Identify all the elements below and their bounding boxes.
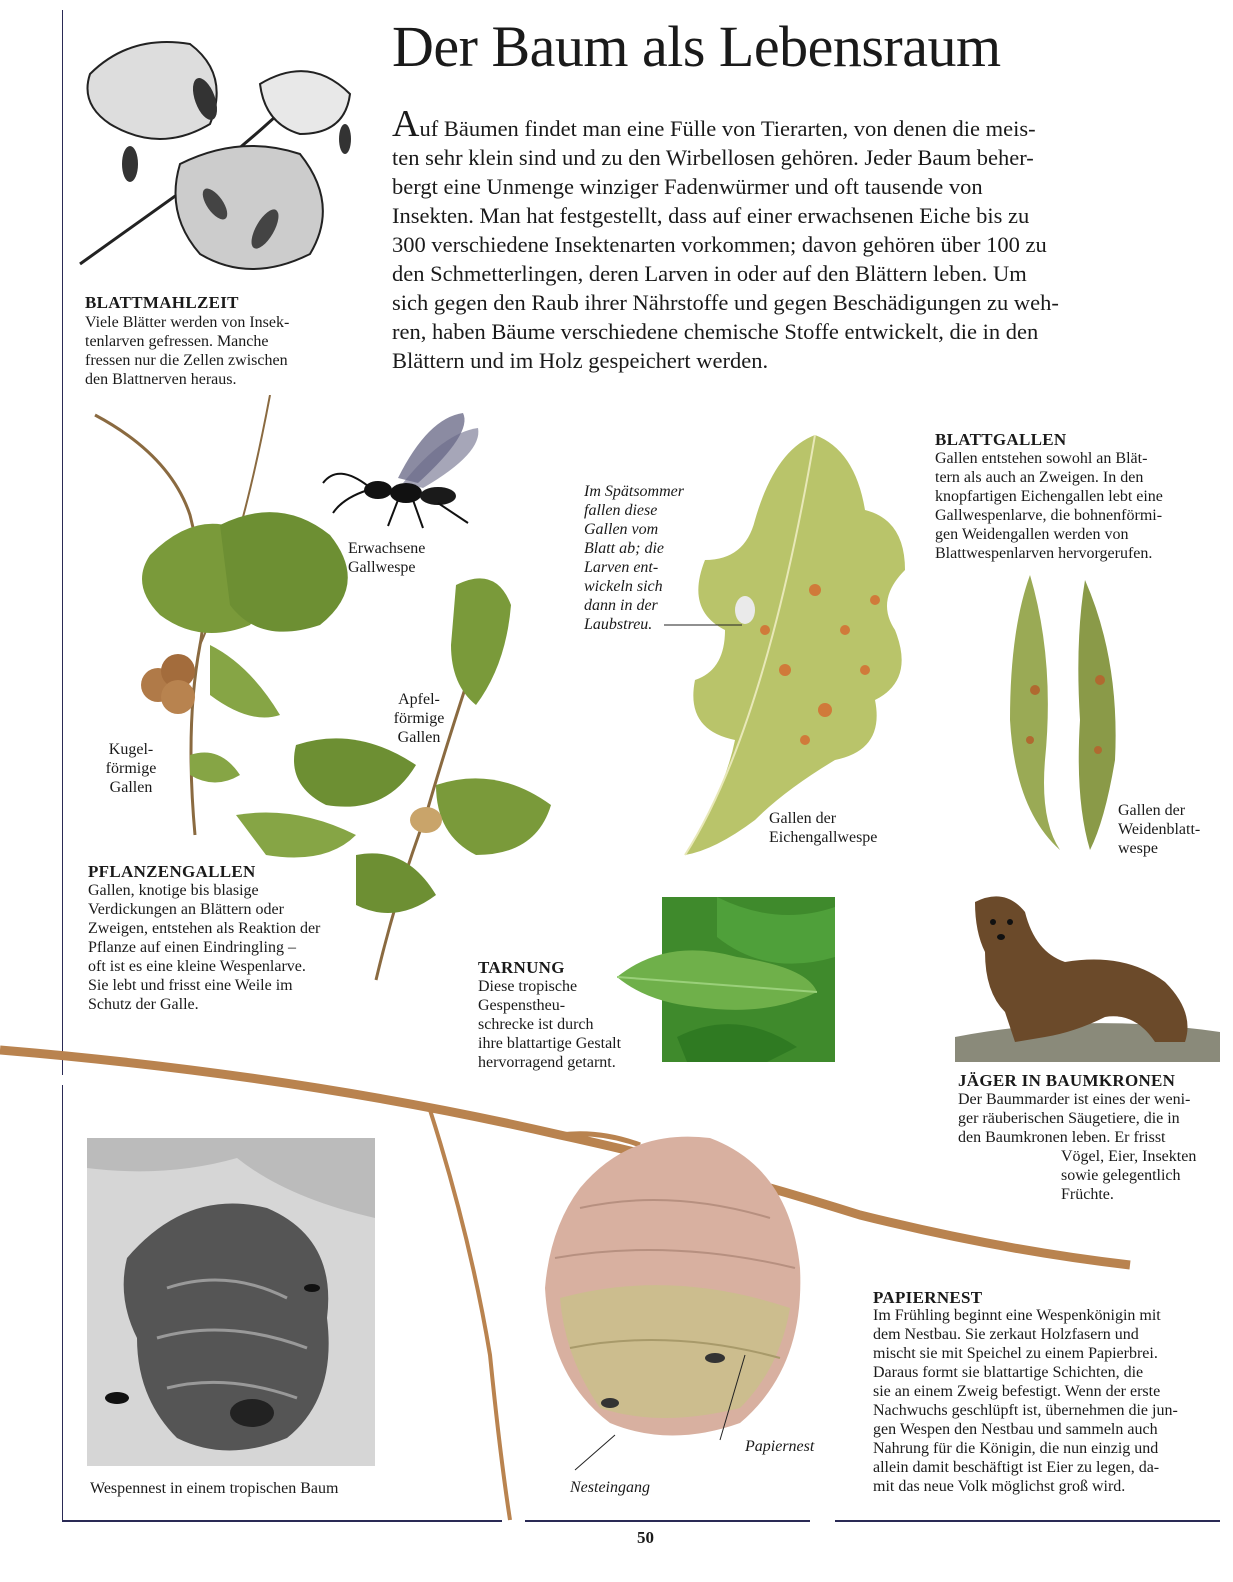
spaetsommer-leader-line xyxy=(664,622,744,628)
intro-dropcap: A xyxy=(392,103,420,145)
weidenblattwespe-label: Gallen der Weidenblatt- wespe xyxy=(1118,802,1201,857)
oak-leaf-spotted xyxy=(665,430,920,860)
blattgallen-title: BLATTGALLEN xyxy=(935,430,1067,449)
tarnung-body: Diese tropische Gespenstheu- schrecke ist durch ihre blattartige Gestalt hervorragend getarnt. xyxy=(478,978,622,1071)
page-title: Der Baum als Lebensraum xyxy=(392,14,1001,79)
wespennest-tropisch-label: Wespennest in einem tropischen Baum xyxy=(90,1480,339,1497)
erwachsene-gallwespe-label: Erwachsene Gallwespe xyxy=(348,540,426,576)
papiernest-photo-label: Papiernest xyxy=(745,1438,815,1455)
willow-leaves xyxy=(1000,570,1130,855)
kugelfoermige-gallen-label: Kugel- förmige Gallen xyxy=(105,741,157,796)
gall-wasp-illustration xyxy=(318,408,498,533)
page-number: 50 xyxy=(637,1528,654,1547)
tarnung-title: TARNUNG xyxy=(478,958,565,977)
left-vertical-rule xyxy=(62,10,63,1075)
jaeger-body-top: Der Baummarder ist eines der weni- ger räuberischen Säugetiere, die in den Baumkronen leben. Er frisst xyxy=(958,1091,1191,1146)
nest-leader-lines xyxy=(570,1350,750,1475)
nesteingang-label: Nesteingang xyxy=(570,1479,650,1496)
jaeger-body-bottom: Vögel, Eier, Insekten sowie gelegentlich Früchte. xyxy=(1061,1148,1197,1203)
jaeger-title: JÄGER IN BAUMKRONEN xyxy=(958,1071,1176,1090)
blattmahlzeit-title: BLATTMAHLZEIT xyxy=(85,293,239,312)
leaf-larvae-engraving xyxy=(70,14,365,279)
papiernest-title: PAPIERNEST xyxy=(873,1288,983,1307)
pflanzengallen-body: Gallen, knotige bis blasige Verdickungen an Blättern oder Zweigen, entstehen als Reaktion der Pflanze auf einen Eindringling – oft ist es eine kleine Wespenlarve. Sie lebt und frisst eine Weile im Schutz der Galle. xyxy=(88,882,321,1013)
apfelfoermige-gallen-label: Apfel- förmige Gallen xyxy=(393,691,445,746)
pflanzengallen-title: PFLANZENGALLEN xyxy=(88,862,256,881)
eichengallwespe-label: Gallen der Eichengallwespe xyxy=(769,810,878,846)
intro-paragraph xyxy=(392,103,1172,375)
intro-text: uf Bäumen findet man eine Fülle von Tierarten, von denen die meis- ten sehr klein sind und zu den Wirbellosen gehören. Jeder Baum beher- bergt eine Unmenge winziger Fadenwürmer und oft tausende von Insekten. Man hat festgestellt, dass auf einer erwachsenen Eiche bis zu 300 verschiedene Insektenarten vorkommen; davon gehören über 100 zu den Schmetterlingen, deren Larven in oder auf den Blättern leben. Um sich gegen den Raub ihrer Nährstoffe und gegen Beschädigungen zu weh- ren, haben Bäume verschiedene chemische Stoffe entwickelt, die in den Blättern und im Holz gespeichert werden. xyxy=(392,116,1059,373)
blattmahlzeit-body: Viele Blätter werden von Insek- tenlarven gefressen. Manche fressen nur die Zellen zwischen den Blattnerven heraus. xyxy=(85,314,290,388)
tropical-wasp-nest-engraving xyxy=(87,1138,375,1466)
papiernest-body: Im Frühling beginnt eine Wespenkönigin mit dem Nestbau. Sie zerkaut Holzfasern und mischt sie mit Speichel zu einem Papierbrei. Daraus formt sie blattartige Schichten, die sie an einem Zweig befestigt. Wenn der erste Nachwuchs geschlüpft ist, übernehmen die jun- gen Wespen den Nestbau und sammeln auch Nahrung für die Königin, die nun einzig und allein damit beschäftigt ist Eier zu legen, da- mit das neue Volk möglichst groß wird. xyxy=(873,1307,1178,1495)
blattgallen-body: Gallen entstehen sowohl an Blät- tern als auch an Zweigen. In den knopfartigen Eichengallen lebt eine Gallwespenlarve, die bohnenförmi- gen Weidengallen werden von Blattwespenlarven hervorgerufen. xyxy=(935,450,1163,562)
spaetsommer-note: Im Spätsommer fallen diese Gallen vom Blatt ab; die Larven ent- wickeln sich dann in der Laubstreu. xyxy=(584,483,684,633)
